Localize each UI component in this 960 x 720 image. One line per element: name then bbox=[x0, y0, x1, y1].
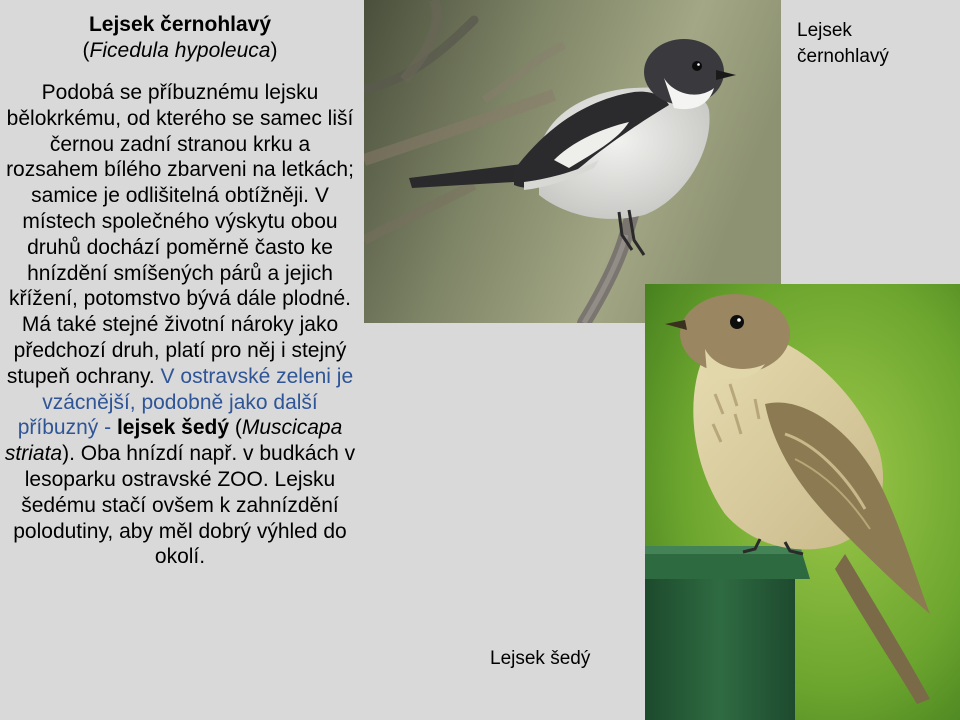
subtitle-open: ( bbox=[82, 39, 90, 62]
photo-pied-flycatcher bbox=[364, 0, 781, 323]
text-part-8: ). Oba hnízdí např. v budkách v lesoparku ostravské ZOO. Lejsku šedému stačí ovšem k zahnízdění polodutiny, aby měl dobrý výhled do okolí. bbox=[13, 442, 356, 569]
caption-pied-flycatcher: Lejsek černohlavý bbox=[797, 20, 889, 67]
pied-flycatcher-image bbox=[364, 0, 781, 323]
latin-name bbox=[2, 38, 358, 64]
related-species-latin: Muscicapa striata bbox=[4, 416, 343, 466]
spotted-flycatcher-image bbox=[645, 284, 960, 720]
text-column bbox=[2, 12, 358, 570]
related-species-name: lejsek šedý bbox=[116, 416, 230, 440]
photo-spotted-flycatcher bbox=[645, 284, 960, 720]
page-title: Lejsek černohlavý bbox=[88, 13, 272, 36]
text-part-3: Má také stejné životní nároky jako předchozí druh, platí pro něj i stejný stupeň ochrany. bbox=[6, 313, 347, 388]
subtitle-close: ) bbox=[270, 39, 278, 62]
text-part-6: ( bbox=[229, 416, 242, 440]
caption-spotted-flycatcher: Lejsek šedý bbox=[490, 648, 591, 669]
text-part-1: Podobá se příbuznému lejsku bělokrkému, od kterého se samec liší černou zadní stranou krku a rozsahem bílého zbarveni na letkách; samice je odlišitelná obtížněji. bbox=[6, 81, 354, 208]
description-text bbox=[2, 80, 358, 570]
latin-name-text: Ficedula hypoleuca bbox=[89, 39, 271, 62]
text-part-4: V ostravské zeleni je vzácnější, podobně jako další příbuzný - bbox=[17, 364, 354, 440]
text-part-2: V místech společného výskytu obou druhů dochází poměrně často ke hnízdění smíšených párů a jejich křížení, potomstvo bývá dále plodné. bbox=[8, 184, 352, 311]
